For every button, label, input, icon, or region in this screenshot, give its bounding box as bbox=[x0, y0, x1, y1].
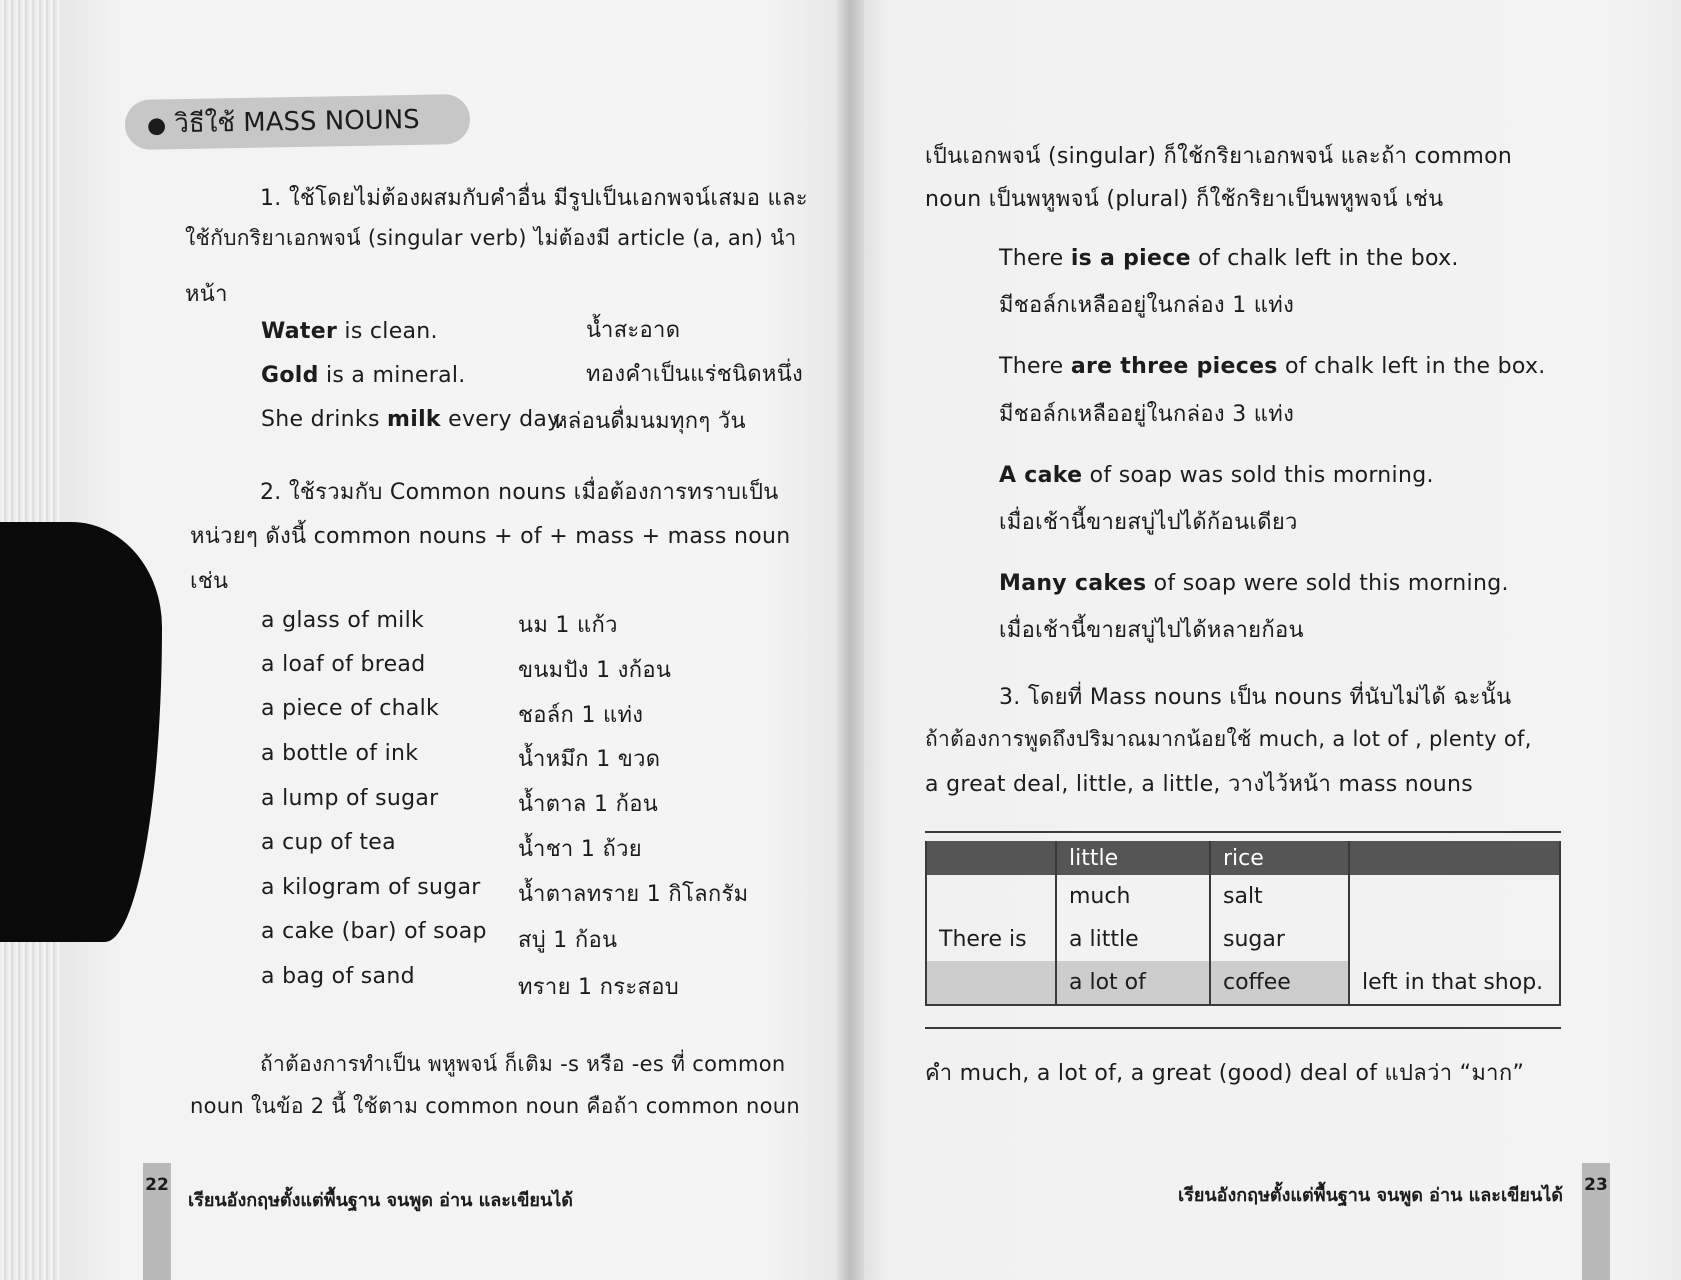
rule1-line2: ใช้กับกริยาเอกพจน์ (singular verb) ไม่ต้องมี article (a, an) นำ bbox=[185, 226, 797, 250]
table-cell bbox=[926, 841, 1056, 875]
rule3-line1: 3. โดยที่ Mass nouns เป็น nouns ที่นับไม่ได้ ฉะนั้น bbox=[999, 685, 1512, 710]
table-cell bbox=[1349, 918, 1560, 961]
plural-note-line2: noun ในข้อ 2 นี้ ใช้ตาม common noun คือถ้า common noun bbox=[190, 1094, 800, 1118]
rule1-line1: 1. ใช้โดยไม่ต้องผสมกับคำอื่น มีรูปเป็นเอกพจน์เสมอ และ bbox=[260, 186, 808, 211]
book-gutter bbox=[836, 0, 864, 1280]
example-translation: เมื่อเช้านี้ขายสบู่ไปได้ก้อนเดียว bbox=[999, 510, 1298, 535]
example-sentence: There is a piece of chalk left in the box. bbox=[999, 246, 1459, 271]
example-milk-thai: หล่อนดื่มนมทุกๆ วัน bbox=[553, 409, 746, 434]
intro-line1: เป็นเอกพจน์ (singular) ก็ใช้กริยาเอกพจน์ และถ้า common bbox=[925, 144, 1513, 169]
page-number-right: 23 bbox=[1582, 1163, 1610, 1280]
closing-line: คำ much, a lot of, a great (good) deal of แปลว่า “มาก” bbox=[925, 1061, 1525, 1086]
unit-en: a bottle of ink bbox=[261, 741, 419, 766]
thumb-shadow bbox=[0, 522, 162, 942]
example-sentence: A cake of soap was sold this morning. bbox=[999, 463, 1434, 488]
unit-th: ขนมปัง 1 งก้อน bbox=[518, 658, 672, 683]
table-cell: much bbox=[1056, 875, 1210, 918]
rule2-line1: 2. ใช้รวมกับ Common nouns เมื่อต้องการทราบเป็น bbox=[260, 480, 779, 505]
table-cell: salt bbox=[1210, 875, 1349, 918]
unit-en: a cup of tea bbox=[261, 830, 396, 855]
unit-en: a glass of milk bbox=[261, 608, 425, 633]
unit-th: น้ำหมึก 1 ขวด bbox=[518, 747, 661, 772]
rule2-line3: เช่น bbox=[190, 569, 229, 594]
unit-en: a bag of sand bbox=[261, 964, 415, 989]
table-bottom-rule bbox=[925, 1027, 1561, 1029]
table-cell: a lot of bbox=[1056, 961, 1210, 1005]
unit-th: น้ำตาล 1 ก้อน bbox=[518, 792, 659, 817]
footer-left: เรียนอังกฤษตั้งแต่พื้นฐาน จนพูด อ่าน และเขียนได้ bbox=[188, 1190, 573, 1211]
unit-th: ชอล์ก 1 แท่ง bbox=[518, 703, 644, 728]
section-heading bbox=[125, 94, 471, 150]
section-heading-text: วิธีใช้ MASS NOUNS bbox=[173, 104, 420, 140]
table-cell bbox=[926, 961, 1056, 1005]
unit-en: a cake (bar) of soap bbox=[261, 919, 487, 944]
intro-line2: noun เป็นพหูพจน์ (plural) ก็ใช้กริยาเป็นพหูพจน์ เช่น bbox=[925, 187, 1444, 212]
example-gold: Gold is a mineral. bbox=[261, 363, 466, 388]
unit-th: สบู่ 1 ก้อน bbox=[518, 928, 618, 953]
table-cell: little bbox=[1056, 841, 1210, 875]
table-cell: sugar bbox=[1210, 918, 1349, 961]
rule3-line3: a great deal, little, a little, วางไว้หน้า mass nouns bbox=[925, 772, 1474, 797]
unit-en: a piece of chalk bbox=[261, 696, 440, 721]
plural-note-line1: ถ้าต้องการทำเป็น พหูพจน์ ก็เติม -s หรือ -es ที่ common bbox=[260, 1052, 786, 1076]
unit-th: น้ำชา 1 ถ้วย bbox=[518, 837, 642, 862]
rule2-line2: หน่วยๆ ดังนี้ common nouns + of + mass + mass noun bbox=[190, 524, 791, 549]
unit-th: ทราย 1 กระสอบ bbox=[518, 975, 680, 1000]
example-sentence: Many cakes of soap were sold this morning. bbox=[999, 571, 1509, 596]
example-translation: เมื่อเช้านี้ขายสบู่ไปได้หลายก้อน bbox=[999, 618, 1304, 643]
quantity-table bbox=[925, 831, 1561, 1029]
table-row bbox=[926, 918, 1560, 961]
example-water: Water is clean. bbox=[261, 319, 438, 344]
table-cell bbox=[1349, 841, 1560, 875]
example-water-thai: น้ำสะอาด bbox=[586, 318, 681, 343]
quantity-grid bbox=[925, 841, 1561, 1006]
table-cell bbox=[1349, 875, 1560, 918]
table-cell bbox=[926, 875, 1056, 918]
unit-en: a lump of sugar bbox=[261, 786, 439, 811]
rule3-line2: ถ้าต้องการพูดถึงปริมาณมากน้อยใช้ much, a lot of , plenty of, bbox=[925, 727, 1532, 751]
table-cell: coffee bbox=[1210, 961, 1349, 1005]
page-number-left: 22 bbox=[143, 1163, 171, 1280]
unit-en: a kilogram of sugar bbox=[261, 875, 481, 900]
example-gold-thai: ทองคำเป็นแร่ชนิดหนึ่ง bbox=[586, 362, 804, 387]
unit-th: น้ำตาลทราย 1 กิโลกรัม bbox=[518, 882, 749, 907]
example-milk: She drinks milk every day. bbox=[261, 407, 565, 432]
rule1-line3: หน้า bbox=[185, 282, 228, 307]
table-cell: a little bbox=[1056, 918, 1210, 961]
unit-th: นม 1 แก้ว bbox=[518, 613, 618, 638]
unit-en: a loaf of bread bbox=[261, 652, 426, 677]
table-row bbox=[926, 961, 1560, 1005]
table-row bbox=[926, 875, 1560, 918]
example-translation: มีชอล์กเหลืออยู่ในกล่อง 3 แท่ง bbox=[999, 402, 1295, 427]
table-cell: rice bbox=[1210, 841, 1349, 875]
table-header-row bbox=[926, 841, 1560, 875]
table-top-rule bbox=[925, 831, 1561, 833]
table-cell: There is bbox=[926, 918, 1056, 961]
table-cell: left in that shop. bbox=[1349, 961, 1560, 1005]
example-translation: มีชอล์กเหลืออยู่ในกล่อง 1 แท่ง bbox=[999, 293, 1295, 318]
example-sentence: There are three pieces of chalk left in the box. bbox=[999, 354, 1546, 379]
bullet-icon: ● bbox=[146, 113, 167, 139]
footer-right: เรียนอังกฤษตั้งแต่พื้นฐาน จนพูด อ่าน และเขียนได้ bbox=[1178, 1185, 1563, 1206]
